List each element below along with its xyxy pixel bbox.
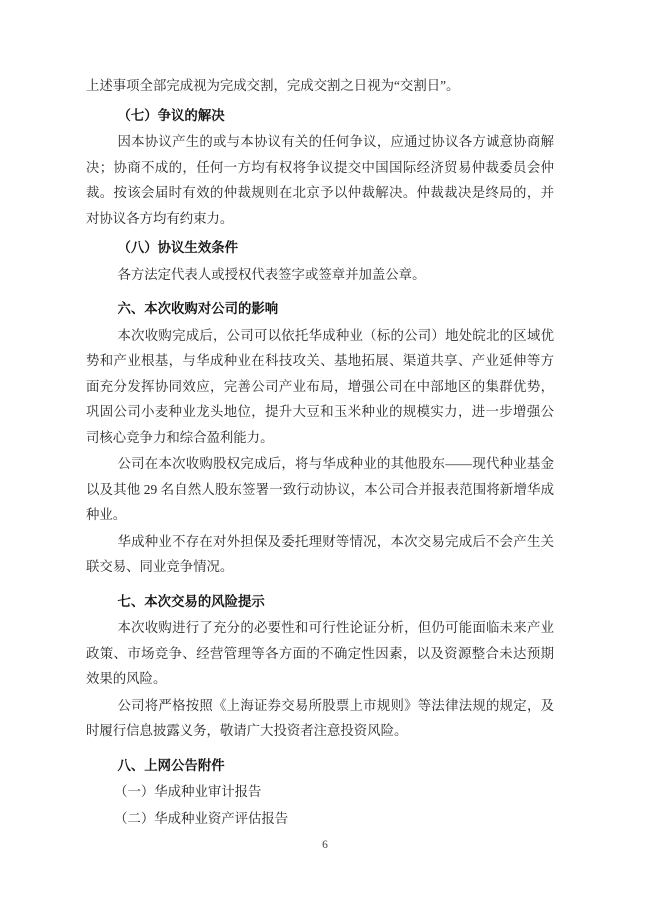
paragraph-risk-factors: 本次收购进行了充分的必要性和可行性论证分析，但仍可能面临未来产业政策、市场竞争、经营管理等各方面的不确定性因素，以及资源整合未达预期效果的风险。 bbox=[86, 620, 554, 686]
subsection-heading-agreement-effectiveness: （八）协议生效条件 bbox=[117, 240, 238, 255]
attachment-item-audit-report: （一）华成种业审计报告 bbox=[114, 784, 262, 799]
paragraph-delivery-completion: 上述事项全部完成视为完成交割，完成交割之日视为“交割日”。 bbox=[86, 78, 460, 93]
page-number: 6 bbox=[322, 839, 328, 851]
paragraph-no-guarantees: 华成种业不存在对外担保及委托理财等情况，本次交易完成后不会产生关联交易、同业竞争情况。 bbox=[86, 533, 554, 574]
attachment-item-asset-valuation-report: （二）华成种业资产评估报告 bbox=[114, 810, 289, 826]
paragraph-arbitration: 因本协议产生的或与本协议有关的任何争议，应通过协议各方诚意协商解决；协商不成的，任何一方均有权将争议提交中国国际经济贸易仲裁委员会仲裁。按该会届时有效的仲裁规则在北京予以仲裁解决。仲裁裁决是终局的，并对协议各方均有约束力。 bbox=[86, 134, 554, 226]
paragraph-concerted-action-agreement: 公司在本次收购股权完成后，将与华成种业的其他股东——现代种业基金以及其他 29 名自然人股东签署一致行动协议，本公司合并报表范围将新增华成种业。 bbox=[86, 456, 554, 522]
paragraph-signatures-seals: 各方法定代表人或授权代表签字或签章并加盖公章。 bbox=[117, 266, 426, 282]
paragraph-synergy-effects: 本次收购完成后，公司可以依托华成种业（标的公司）地处皖北的区域优势和产业根基，与华成种业在科技攻关、基地拓展、渠道共享、产业延伸等方面充分发挥协同效应，完善公司产业布局，增强公司在中部地区的集群优势，巩固公司小麦种业龙头地位，提升大豆和玉米种业的规模实力，进一步增强公司核心竞争力和综合盈利能力。 bbox=[86, 327, 554, 445]
section-heading-seven-risk-notice: 七、本次交易的风险提示 bbox=[117, 593, 265, 609]
section-heading-six-acquisition-impact: 六、本次收购对公司的影响 bbox=[117, 301, 279, 316]
section-heading-eight-online-attachments: 八、上网公告附件 bbox=[117, 757, 225, 773]
paragraph-disclosure-obligation: 公司将严格按照《上海证券交易所股票上市规则》等法律法规的规定，及时履行信息披露义务，敬请广大投资者注意投资风险。 bbox=[86, 697, 554, 738]
subsection-heading-dispute-resolution: （七）争议的解决 bbox=[117, 107, 225, 123]
